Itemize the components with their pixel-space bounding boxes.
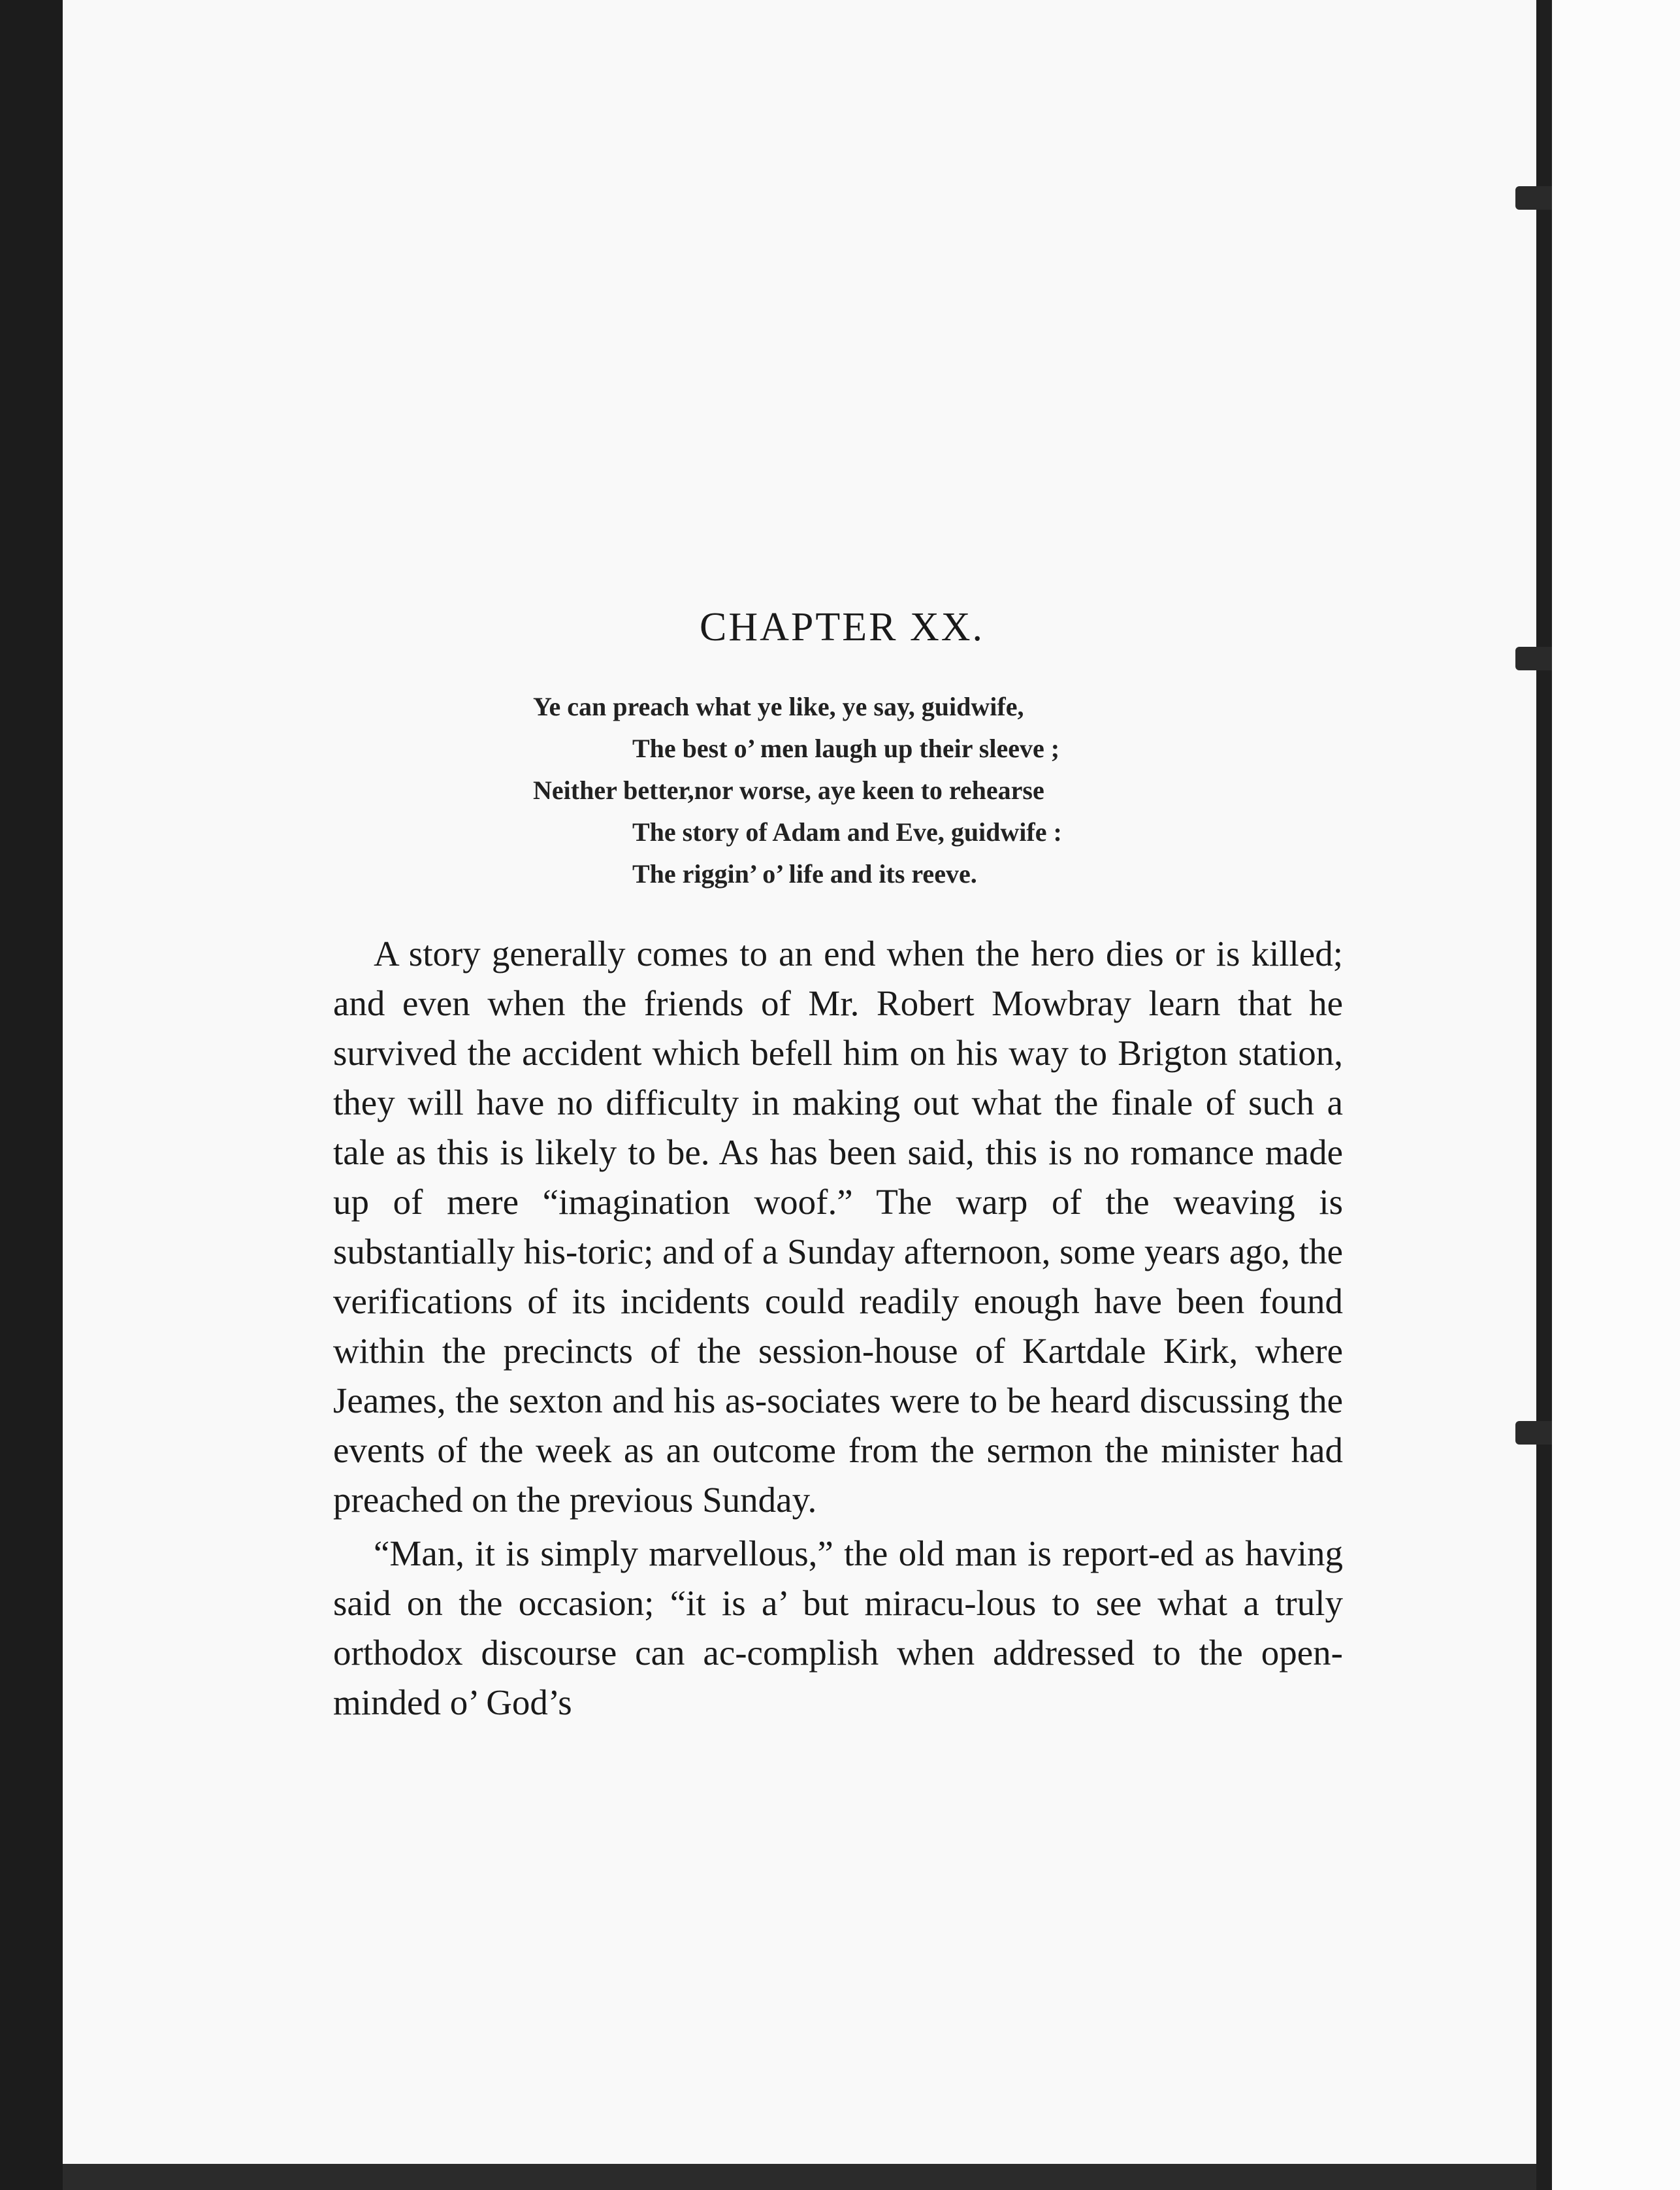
chapter-body (333, 929, 1343, 1727)
epigraph-line: The riggin’ o’ life and its reeve. (632, 859, 977, 889)
epigraph-line: The story of Adam and Eve, guidwife : (632, 817, 1062, 847)
scan-left-margin (0, 0, 63, 2190)
body-paragraph: “Man, it is simply marvellous,” the old man is report-ed as having said on the occasion; “it is a’ but miracu-lous to see what a truly orthodox discourse can ac-complish when addressed to the open-minded o’ God’s (333, 1533, 1343, 1722)
page-content (333, 601, 1343, 1727)
scan-bottom-edge (63, 2164, 1536, 2190)
chapter-title: CHAPTER XX. (699, 605, 985, 649)
scan-right-margin (1552, 0, 1680, 2190)
page-binding-edge (1536, 0, 1552, 2190)
epigraph-verse (533, 686, 1343, 895)
epigraph-line: The best o’ men laugh up their sleeve ; (632, 734, 1060, 763)
body-paragraph: A story generally comes to an end when the hero dies or is killed; and even when the friends of Mr. Robert Mowbray learn that he survived the accident which befell him on his way to Brigton station, they will have no difficulty in making out what the finale of such a tale as this is likely to be. As has been said, this is no romance made up of mere “imagination woof.” The warp of the weaving is substantially his-toric; and of a Sunday afternoon, some years ago, the verifications of its incidents could readily enough have been found within the precincts of the session-house of Kartdale Kirk, where Jeames, the sexton and his as-sociates were to be heard discussing the events of the week as an outcome from the sermon the minister had preached on the previous Sunday. (333, 934, 1343, 1520)
epigraph-line: Neither better,nor worse, aye keen to rehearse (533, 776, 1044, 805)
epigraph-line: Ye can preach what ye like, ye say, guidwife, (533, 692, 1024, 721)
